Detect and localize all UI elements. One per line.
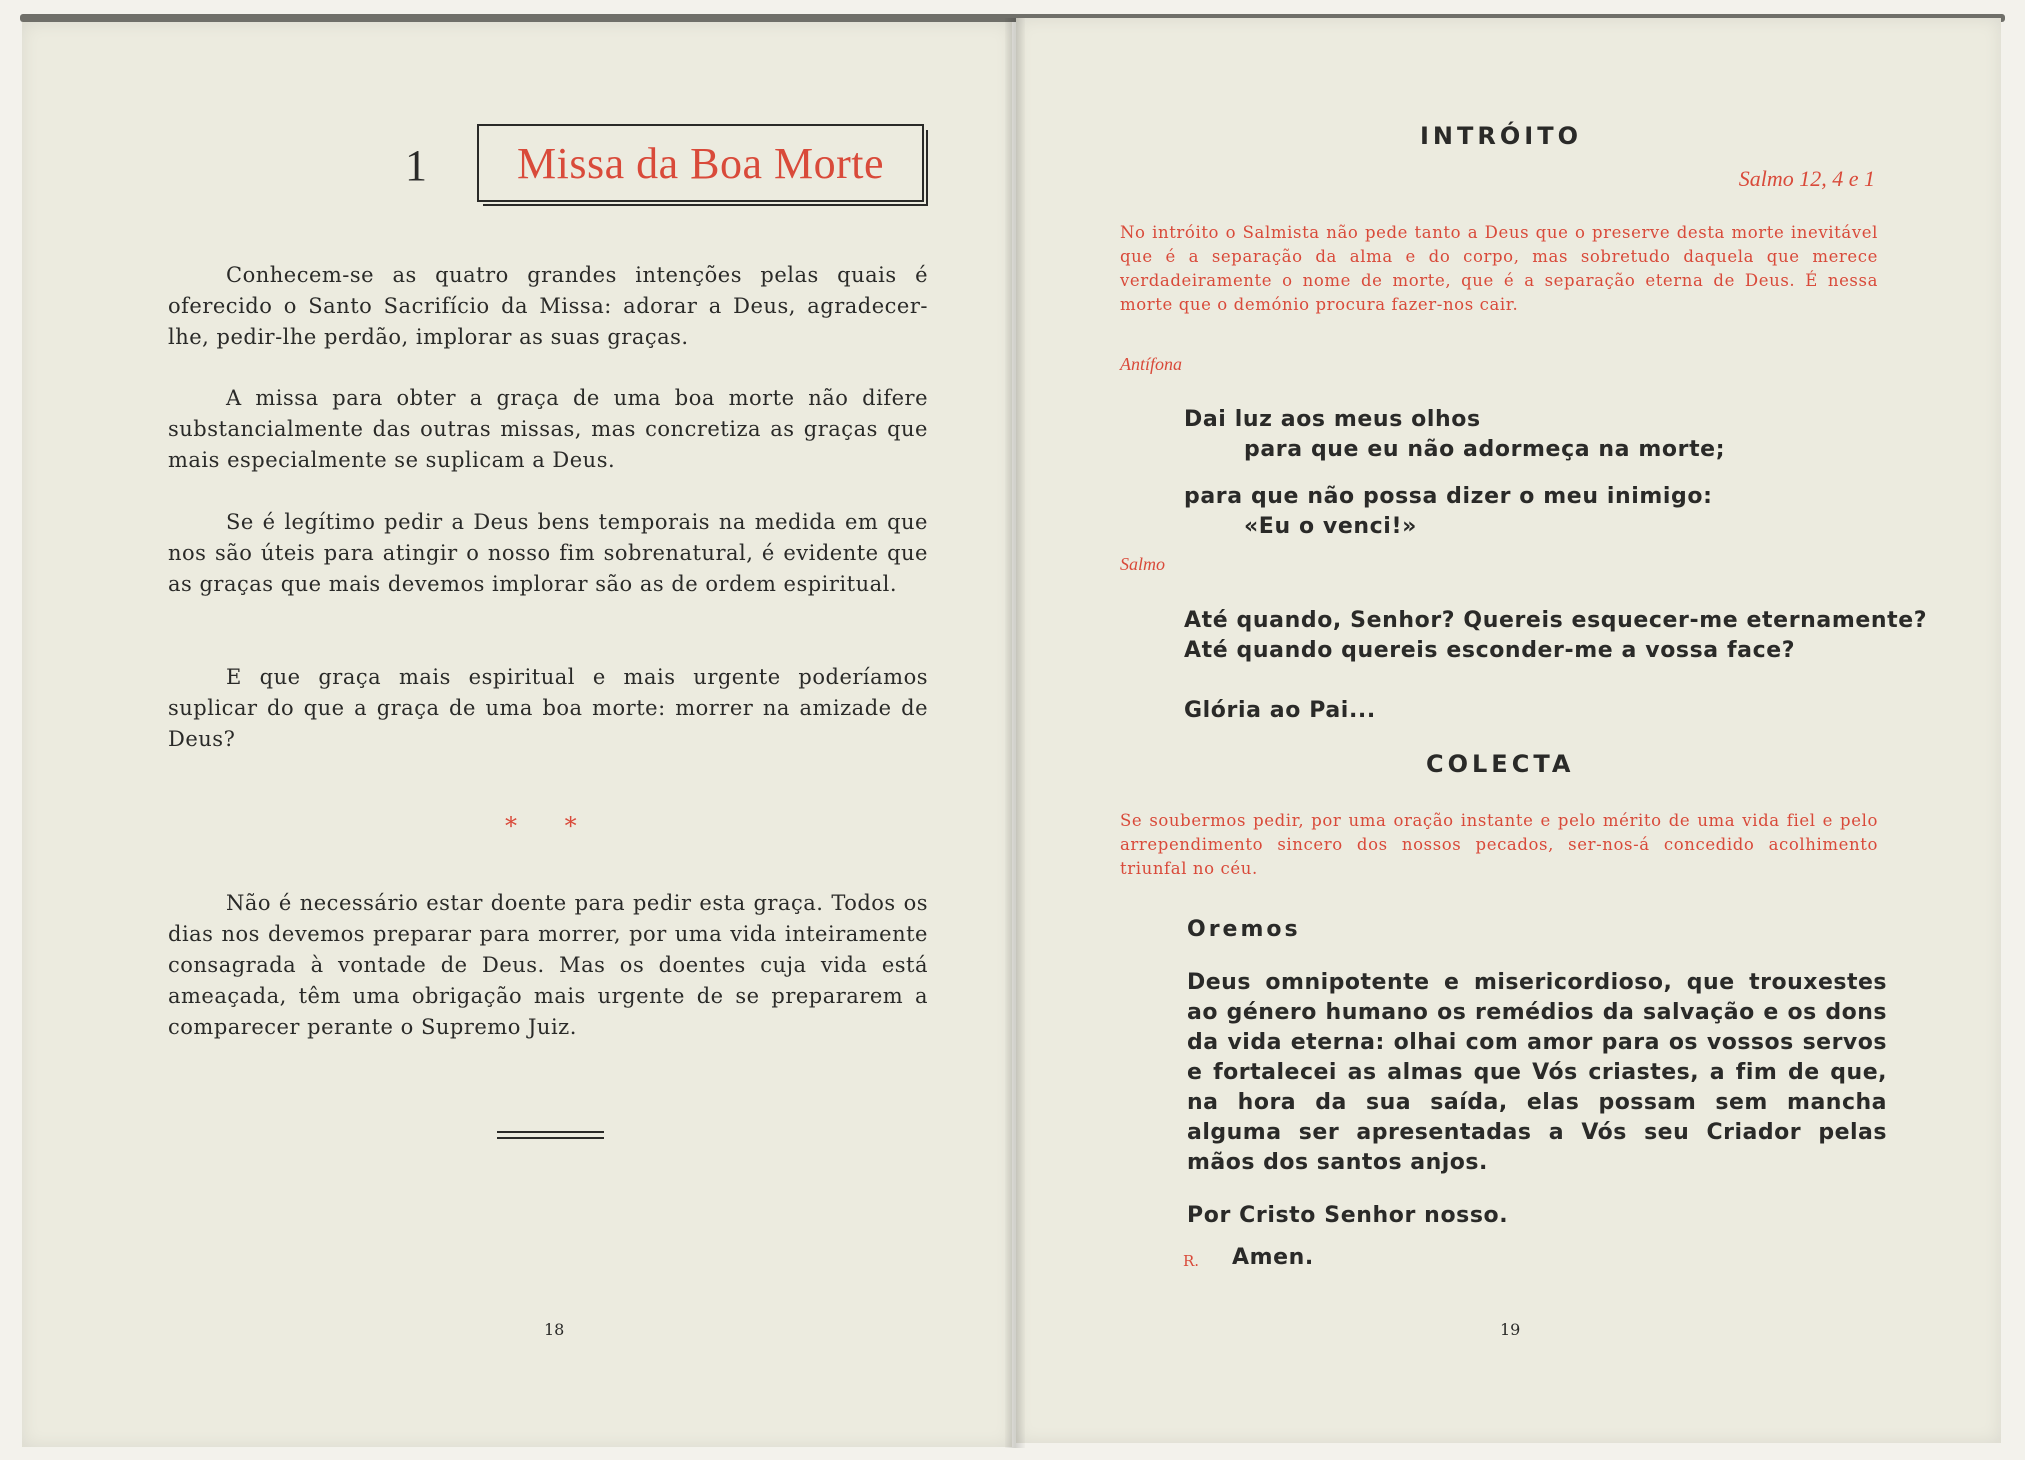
section-separator: * * [505,812,577,840]
chapter-number: 1 [405,141,427,190]
paragraph-3: Se é legítimo pedir a Deus bens temporais na medida em que nos são úteis para atingir o nosso fim sobrenatural, é evidente que as graças que mais devemos implorar são as de ordem espiritual. [168,510,928,596]
prayer-conclusion: Por Cristo Senhor nosso. [1187,1203,1509,1228]
introit-note: No intróito o Salmista não pede tanto a Deus que o preserve desta morte inevitável que é a separação da alma e do corpo, mas sobretudo daquela que merece verdadeiramente o nome de morte, que é a separação eterna de Deus. É nessa morte que o demónio procura fazer-nos cair. [1120,223,1878,314]
collect-prayer: Deus omnipotente e misericordioso, que trouxestes ao género humano os remédios da salvação e os dons da vida eterna: olhai com amor para os vossos servos e fortalecei as almas que Vós criastes, a fim de que, na hora da sua saída, elas possam sem mancha alguma ser apresentadas a Vós seu Criador pelas mãos dos santos anjos. [1187,970,1887,1175]
book-gutter [1005,18,1025,1448]
page-title: Missa da Boa Morte [516,138,885,188]
psalm-line-1: Até quando, Senhor? Quereis esquecer-me eternamente? [1184,608,1928,633]
collect-note: Se soubermos pedir, por uma oração instante e pelo mérito de uma vida fiel e pelo arrependimento sincero dos nossos pecados, ser-nos-á concedido acolhimento triunfal no céu. [1120,811,1878,878]
title-box [477,124,924,202]
psalm-line-2: Até quando quereis esconder-me a vossa face? [1184,638,1796,663]
introit-heading: INTRÓITO [1420,122,1582,150]
double-rule-bottom [497,1137,604,1139]
psalm-reference: Salmo 12, 4 e 1 [1738,166,1875,191]
response-amen: Amen. [1232,1245,1314,1270]
antiphon-line-3: para que não possa dizer o meu inimigo: [1184,484,1713,509]
psalm-label: Salmo [1120,554,1165,574]
antiphon-line-2: para que eu não adormeça na morte; [1244,437,1726,462]
paragraph-2: A missa para obter a graça de uma boa morte não difere substancialmente das outras missas, mas concretiza as graças que mais especialmente se suplicam a Deus. [168,386,928,472]
paragraph-4: E que graça mais espiritual e mais urgente poderíamos suplicar do que a graça de uma boa morte: morrer na amizade de Deus? [168,665,928,751]
closing-paragraph: Não é necessário estar doente para pedir esta graça. Todos os dias nos devemos preparar para morrer, por uma vida inteiramente consagrada à vontade de Deus. Mas os doentes cuja vida está ameaçada, têm uma obrigação mais urgente de se prepararem a comparecer perante o Supremo Juiz. [168,891,928,1039]
antiphon-line-4: «Eu o venci!» [1244,514,1417,539]
paragraph-1: Conhecem-se as quatro grandes intenções pelas quais é oferecido o Santo Sacrifício da Missa: adorar a Deus, agradecer-lhe, pedir-lhe perdão, implorar as suas graças. [168,263,928,349]
antiphon-label: Antífona [1120,354,1182,374]
page-number-right: 19 [1500,1320,1521,1339]
page-number-left: 18 [544,1320,565,1339]
gloria-line: Glória ao Pai... [1184,698,1376,723]
oremos-label: Oremos [1187,917,1301,942]
response-mark: R. [1183,1252,1200,1270]
collect-heading: COLECTA [1426,750,1575,778]
antiphon-line-1: Dai luz aos meus olhos [1184,407,1481,432]
double-rule-top [497,1131,604,1133]
